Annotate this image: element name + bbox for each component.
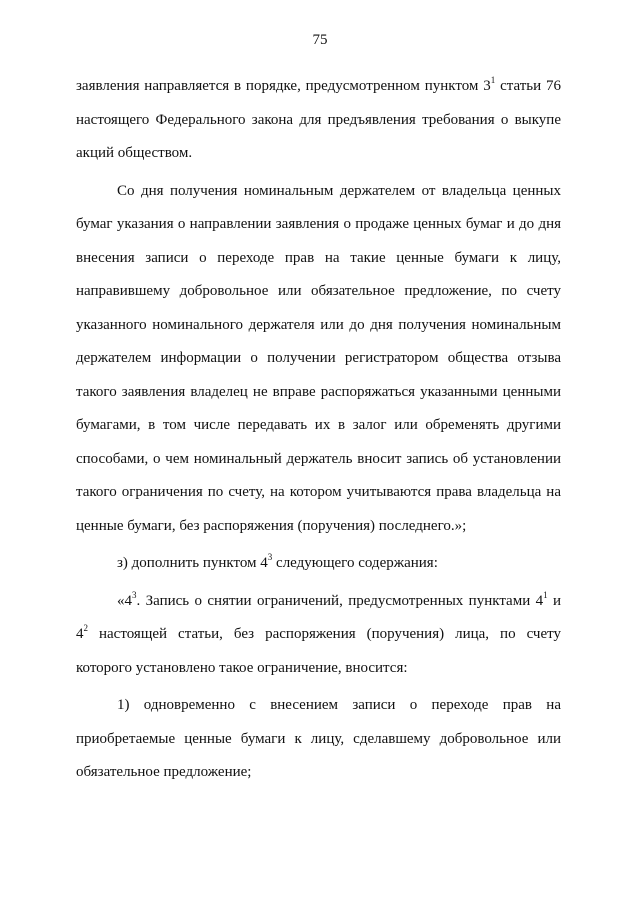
paragraph-4-text-d: настоящей статьи, без распоряжения (поручения) лица, по счету которого установлено такое ограничение, вносится:	[76, 626, 561, 676]
paragraph-1-text-a: заявления направляется в порядке, предусмотренном пунктом 3	[76, 78, 491, 94]
superscript-4c: 2	[83, 623, 88, 633]
paragraph-4	[76, 585, 561, 686]
paragraph-1-text-b: статьи 76 настоящего Федерального закона для предъявления требования о выкупе акций обществом.	[76, 78, 561, 161]
paragraph-4-text-b: . Запись о снятии ограничений, предусмотренных пунктами 4	[136, 592, 544, 609]
paragraph-3-text-b: следующего содержания:	[272, 555, 438, 571]
paragraph-2: Со дня получения номинальным держателем от владельца ценных бумаг указания о направлении заявления о продаже ценных бумаг и до дня внесения записи о переходе прав на такие ценные бумаги к лицу, направившему добровольное или обязательное предложение, по счету указанного номинального держателя или до дня получения номинальным держателем информации о получении регистратором общества отзыва такого заявления владелец не вправе распоряжаться указанными ценными бумагами, в том числе передавать их в залог или обременять другими способами, о чем номинальный держатель вносит запись об установлении такого ограничения по счету, на котором учитываются права владельца на ценные бумаги, без распоряжения (поручения) последнего.»;	[76, 182, 561, 534]
superscript-3: 3	[267, 552, 273, 562]
superscript-4a: 3	[132, 589, 137, 600]
page-number: 75	[312, 32, 328, 48]
paragraph-1	[76, 70, 561, 171]
paragraph-3-text-a: з) дополнить пунктом 4	[117, 555, 268, 571]
paragraph-4-text-c: и 4	[76, 592, 562, 642]
superscript-1: 1	[490, 75, 496, 85]
document-body	[76, 70, 561, 790]
paragraph-3	[76, 547, 561, 581]
superscript-4b: 1	[543, 589, 548, 600]
paragraph-5: 1) одновременно с внесением записи о переходе прав на приобретаемые ценные бумаги к лицу, сделавшему добровольное или обязательное предложение;	[76, 697, 561, 780]
paragraph-4-text-a: «4	[117, 592, 132, 609]
